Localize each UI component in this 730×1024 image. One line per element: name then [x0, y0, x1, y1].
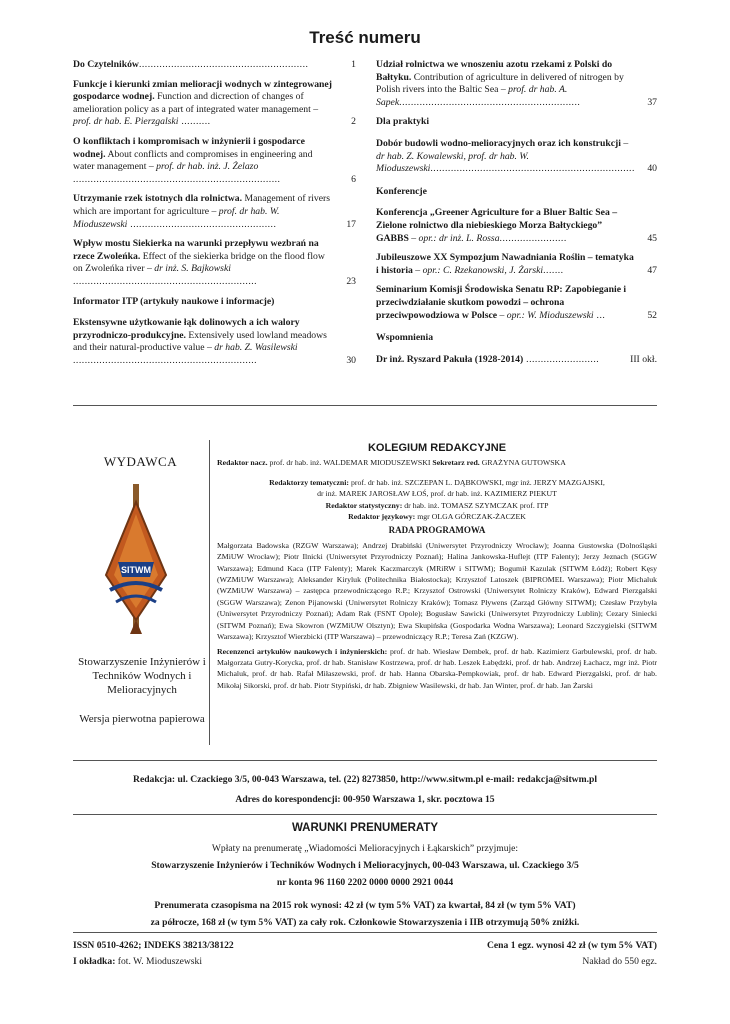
reviewers-label: Recenzenci artykułów naukowych i inżynierskich: [217, 646, 388, 656]
reviewers [217, 646, 657, 692]
toc-leader: ...................................................................... [430, 163, 635, 175]
toc-entry[interactable] [73, 238, 356, 288]
toc-entry-title: Konferencja „Greener Agriculture for a Bluer Baltic Sea – Zielone rolnictwo dla niebieskiego Morza Bałtyckiego” GABBS [376, 207, 618, 244]
toc-leader: ......................... [523, 353, 600, 365]
toc-entry[interactable] [376, 207, 657, 245]
toc-entry-title: Udział rolnictwa we wnoszeniu azotu rzekami z Polski do Bałtyku. [376, 59, 613, 83]
editorial-board [217, 443, 657, 691]
toc-entry-author: prof. dr hab. inż. J. Żelazo [156, 161, 259, 173]
toc-entry-english: Extensively used lowland meadows and their natural-productive value – [73, 329, 327, 354]
cover-credit [73, 954, 234, 970]
lang-editor [217, 511, 657, 522]
toc-entry-sep: – [497, 309, 507, 321]
toc-page: 2 [351, 116, 356, 128]
thematic-label: Redaktorzy tematyczni: [269, 477, 350, 487]
contact-address: Redakcja: ul. Czackiego 3/5, 00-043 Warszawa, tel. (22) 8273850, http://www.sitwm.pl e-mail: redakcja@sitwm.pl [133, 774, 597, 785]
toc-entry-title: Do Czytelników [73, 59, 139, 70]
price: Cena 1 egz. wynosi 42 zł (w tym 5% VAT) [486, 940, 657, 951]
toc-left-column [73, 59, 356, 374]
toc-leader: .......... [178, 116, 211, 128]
toc-right-column [376, 59, 657, 373]
toc-page: 47 [647, 264, 657, 276]
toc-entry[interactable] [73, 79, 356, 129]
toc-leader: ............................................................... [73, 354, 258, 366]
cover-text: fot. W. Mioduszewski [115, 956, 203, 967]
toc-entry[interactable] [376, 284, 657, 322]
toc-page: 6 [351, 173, 356, 185]
thematic-names: prof. dr hab. inż. SZCZEPAN L. DĄBKOWSKI, mgr inż. JERZY MAZGAJSKI, [349, 477, 605, 487]
toc-page: 30 [346, 354, 356, 366]
toc-section-heading: Wspomnienia [376, 332, 434, 344]
program-council-title: RADA PROGRAMOWA [388, 525, 486, 536]
stat-label: Redaktor statystyczny: [325, 500, 403, 510]
toc-entry-author: opr.: C. Rzekanowski, J. Żarski [422, 264, 544, 276]
toc-leader: .......................................................... [138, 59, 309, 70]
subscription-account: nr konta 96 1160 2202 0000 0000 2921 0044 [276, 877, 454, 888]
toc-entry-title: Jubileuszowe XX Sympozjum Nawadniania Roślin – tematyka i historia [376, 252, 634, 276]
lang-label: Redaktor językowy: [348, 512, 416, 522]
stat-name: dr hab. inż. TOMASZ SZYMCZAK prof. ITP [402, 500, 549, 510]
thematic-editors-2: dr inż. MAREK JAROSŁAW ŁOŚ, prof. dr hab. inż. KAZIMIERZ PIEKUT [317, 489, 557, 499]
toc-entry-author: dr hab. Z. Kowalewski, prof. dr hab. W. Mioduszewski [376, 150, 529, 175]
thematic-editors [217, 477, 657, 488]
vertical-divider [209, 440, 210, 745]
toc-entry-author: opr.: dr inż. L. Rossa [418, 232, 500, 244]
toc-entry-title: Dobór budowli wodno-melioracyjnych oraz ich konstrukcji [376, 137, 621, 149]
toc-entry[interactable] [376, 59, 657, 109]
toc-entry-title: Utrzymanie rzek istotnych dla rolnictwa. [73, 193, 243, 205]
subscription-price: za półrocze, 168 zł (w tym 5% VAT) za cały rok. Członkowie Stowarzyszenia i IIB otrzymują 50% zniżki. [150, 917, 580, 928]
toc-entry-sep: – [620, 137, 629, 149]
toc-leader: ............................................................... [73, 275, 258, 287]
toc-entry[interactable] [376, 252, 657, 277]
issn: ISSN 0510-4262; INDEKS 38213/38122 [73, 940, 234, 951]
toc-entry-title: Seminarium Komisji Środowiska Senatu RP: Zapobieganie i przeciwdziałanie skutkom powodzi – ochrona przeciwpowodziowa w Polsce [376, 284, 627, 321]
footer-left [73, 938, 234, 970]
secretary-name: GRAŻYNA GUTOWSKA [479, 458, 566, 468]
divider [73, 760, 657, 761]
toc-leader: ... [593, 309, 606, 321]
sitwm-logo [96, 480, 176, 640]
toc-leader: ....... [543, 264, 564, 276]
toc-entry-title: Ekstensywne użytkowanie łąk dolinowych a ich walory przyrodniczo-produkcyjne. [73, 317, 300, 341]
toc-page: III okł. [630, 353, 657, 365]
toc-entry-title: O konfliktach i kompromisach w inżynierii i gospodarce wodnej. [73, 135, 305, 160]
logo-text: SITWM [121, 565, 151, 575]
stat-editor [217, 500, 657, 511]
subscription-line: Wpłaty na prenumeratę „Wiadomości Melioracyjnych i Łąkarskich” przyjmuje: [211, 843, 519, 854]
subscription-block [73, 820, 657, 931]
publisher-org: Stowarzyszenie Inżynierów i Techników Wodnych i Melioracyjnych [78, 656, 206, 696]
publisher-label: WYDAWCA [103, 454, 178, 469]
toc-leader: ....................... [499, 232, 567, 244]
reviewers-names: prof. dr hab. Wiesław Dembek, prof. dr hab. Kazimierz Garbulewski, prof. dr hab. Małgorzata Gutry-Korycka, prof. dr hab. Stanisław Kostrzewa, prof. dr hab. Leszek Łabędzki, prof. dr hab. Andrzej Łachacz, mgr inż. Piotr Michaluk, prof. dr hab. Rafał Miłaszewski, prof. dr hab. Hanna Obarska-Pempkowiak, prof. dr hab. Edward Pierzgalski, prof. dr hab. Mikołaj Sikorski, prof. dr hab. Piotr Stypiński, dr hab. Zbigniew Wasilewski, dr hab. Jan Winter, prof. dr hab. Jan Żarski [217, 646, 657, 690]
toc-entry-author: dr inż. S. Bajkowski [154, 263, 231, 275]
contact-correspondence: Adres do korespondencji: 00-950 Warszawa 1, skr. pocztowa 15 [235, 794, 495, 805]
toc-entry-english: Management of rivers which are important for agriculture – [73, 193, 331, 217]
page-title: Treść numeru [309, 28, 421, 47]
toc-entry-english: Effect of the siekierka bridge on the flood flow on Zwoleńka river – [73, 250, 325, 275]
divider [73, 814, 657, 815]
toc-entry-title: Funkcje i kierunki zmian melioracji wodnych w zintegrowanej gospodarce wodnej. [73, 78, 332, 103]
toc-page: 45 [647, 232, 657, 244]
toc-entry[interactable] [73, 136, 356, 186]
toc-entry[interactable] [376, 354, 657, 367]
toc-entry-author: dr hab. Z. Wasilewski [214, 342, 298, 354]
toc-entry-author: prof. dr hab. A. Sapek [376, 84, 568, 108]
toc-page: 40 [647, 163, 657, 175]
toc-page: 23 [346, 275, 356, 287]
editor-line [217, 457, 657, 468]
toc-page: 17 [346, 218, 356, 230]
divider [73, 405, 657, 406]
toc-page: 37 [647, 96, 657, 108]
toc-entry[interactable] [73, 317, 356, 367]
subscription-line: Stowarzyszenie Inżynierów i Techników Wodnych i Melioracyjnych, 00-043 Warszawa, ul. Czackiego 3/5 [151, 860, 579, 871]
toc-entry-english: Contribution of agriculture in delivered of nitrogen by Polish rivers into the Baltic Sea – [376, 71, 624, 96]
toc-entry-english: About conflicts and compromises in engineering and water management – [73, 148, 313, 173]
toc-section-heading: Informator ITP (artykuły naukowe i informacje) [73, 295, 275, 307]
publisher-version: Wersja pierwotna papierowa [79, 713, 205, 725]
toc-entry-title: Wpływ mostu Siekierka na warunki przepływu wezbrań na rzece Zwoleńka. [73, 238, 319, 262]
toc-leader: .............................................................. [399, 96, 581, 108]
program-council-text: Małgorzata Badowska (RZGW Warszawa); Andrzej Drabiński (Uniwersytet Przyrodniczy Wrocław); Joanna Gustowska (Dolnośląski ZMiUW Wrocław); Piotr Ilnicki (Uniwersytet Przyrodniczy Poznań); Halina Jankowska-Huflejt (ITP Falenty); Jerzy Jeznach (SGGW Warszawa); Edmund Kaca (ITP Falenty); Marek Kaczmarczyk (MRiRW i SITWM); Bogumił Kazulak (SITWM Łódź); Robert Kęsy (WZMiUW Warszawa); Aleksander Kiryluk (Politechnika Białostocka); Krzysztof Latoszek (BIPROMEL Warszawa); Piotr Michaluk (WZMiUW Warszawa) – zastępca przewodniczącego R.P.; Krzysztof Ostrowski (Uniwersytet Rolniczy Kraków), Edward Pierzgalski (SGGW Warszawa); Zenon Pijanowski (Uniwersytet Rolniczy Kraków); Tomasz Pływens (Zarząd Główny SITWM); Czesław Przybyła (Uniwersytet Przyrodniczy Poznań); Adam Rak (FSNT Opole); Bogusław Sawicki (Uniwersytet Przyrodniczy Lublin); Cezary Siniecki (SITWM Poznań); Ewa Skowron (WZMiUW Olsztyn); Ewa Skupińska (Gospodarka Wodna Warszawa); Leonard Szczygielski (SITWM Warszawa); Krzysztof Wierzbicki (ITP Warszawa) – przewodniczący R.P.; Teresa Zań (KZGW). [217, 540, 657, 642]
print-run: Nakład do 550 egz. [582, 956, 657, 967]
toc-entry[interactable] [376, 138, 657, 176]
editor-label: Redaktor nacz. [217, 458, 268, 468]
toc-entry-author: opr.: W. Mioduszewski [506, 309, 594, 321]
subscription-title: WARUNKI PRENUMERATY [291, 822, 439, 834]
subscription-price: Prenumerata czasopisma na 2015 rok wynosi: 42 zł (w tym 5% VAT) za kwartał, 84 zł (w tym 5% VAT) [154, 900, 576, 911]
editor-name: prof. dr hab. inż. WALDEMAR MIODUSZEWSKI [267, 458, 433, 468]
toc-page: 52 [647, 309, 657, 321]
editorial-board-title: KOLEGIUM REDAKCYJNE [367, 442, 507, 454]
toc-page: 1 [351, 59, 356, 70]
toc-entry-title: Dr inż. Ryszard Pakuła (1928-2014) [376, 353, 524, 365]
toc-entry-english: Function and dicrection of changes of amelioration policy as a part of integrated water management – [73, 91, 319, 115]
toc-entry[interactable] [73, 59, 356, 72]
toc-leader: ....................................................................... [73, 173, 281, 185]
toc-section-heading: Konferencje [376, 185, 427, 197]
toc-leader: .................................................. [127, 218, 277, 230]
secretary-label: Sekretarz red. [432, 458, 480, 468]
contact-block [73, 770, 657, 810]
toc-entry[interactable] [73, 193, 356, 231]
divider [73, 932, 657, 933]
toc-section-heading: Dla praktyki [376, 116, 430, 128]
toc-entry-author: prof. dr hab. W. Mioduszewski [73, 205, 280, 230]
toc-entry-author: prof. dr hab. E. Pierzgalski [73, 116, 179, 128]
cover-label: I okładka: [73, 956, 116, 967]
toc-entry-sep: – [412, 264, 423, 276]
toc-entry-sep: – [408, 232, 419, 244]
footer-right [487, 938, 657, 970]
lang-name: mgr OLGA GÓRCZAK-ŻACZEK [415, 512, 526, 522]
